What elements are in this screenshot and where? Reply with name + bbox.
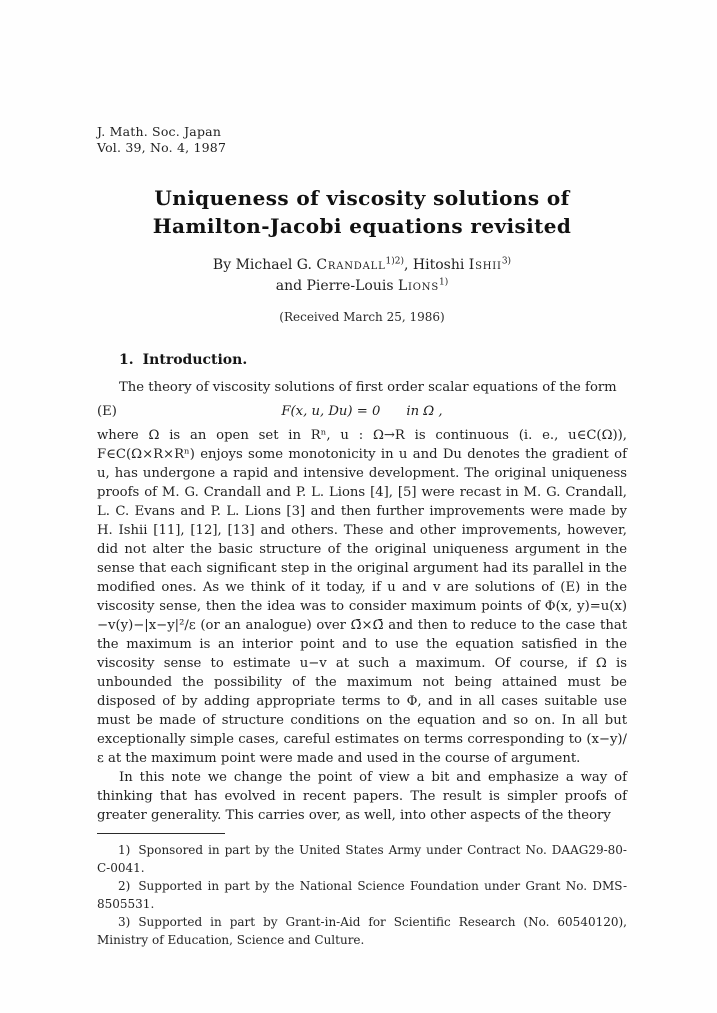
received-date: (Received March 25, 1986)	[279, 310, 445, 324]
author-name-lions: Lions	[397, 278, 439, 294]
title-line-1: Uniqueness of viscosity solutions of	[154, 186, 570, 210]
page-content	[97, 0, 627, 949]
author-footnote-marker: 3)	[501, 256, 512, 267]
footnote-2	[97, 877, 627, 913]
journal-header	[97, 124, 627, 156]
section-title: Introduction.	[142, 352, 248, 368]
author-name-ishii: Ishii	[468, 257, 502, 273]
footnote-2-marker: 2)	[118, 879, 131, 893]
title-line-2: Hamilton-Jacobi equations revisited	[152, 214, 572, 238]
section-heading	[97, 352, 627, 369]
equation-label: (E)	[97, 404, 117, 419]
footnote-3-marker: 3)	[118, 915, 131, 929]
author-footnote-marker: 1)	[439, 277, 449, 288]
equation-condition: in Ω ,	[406, 404, 443, 419]
footnote-block	[97, 833, 627, 949]
authors-and-prefix: and Pierre-Louis	[275, 278, 398, 294]
authors-line-2	[97, 276, 627, 297]
paragraph-intro: The theory of viscosity solutions of first order scalar equations of the form	[119, 380, 617, 395]
paragraph-note: In this note we change the point of view a bit and emphasize a way of thinking that has evolved in recent papers. The result is simpler proofs of greater generality. This carries over, as well, into other aspects of the theory	[97, 770, 627, 823]
authors-line-1	[97, 255, 627, 276]
author-footnote-marker: 1)2)	[385, 256, 405, 267]
footnote-separator-rule	[97, 833, 225, 834]
equation-body	[97, 402, 627, 421]
equation-E	[97, 402, 627, 421]
journal-name: J. Math. Soc. Japan	[97, 124, 222, 139]
authors-by-prefix: By Michael G.	[212, 257, 317, 273]
authors-separator: , Hitoshi	[404, 257, 469, 273]
footnote-1	[97, 841, 627, 877]
footnote-3	[97, 913, 627, 949]
journal-issue: Vol. 39, No. 4, 1987	[97, 140, 227, 155]
authors-block	[97, 255, 627, 297]
paper-title	[97, 184, 627, 240]
author-name-crandall: Crandall	[316, 257, 386, 273]
footnote-3-text: Supported in part by Grant-in-Aid for Scientific Research (No. 60540120), Ministry of Education, Science and Culture.	[97, 915, 627, 947]
footnote-1-text: Sponsored in part by the United States Army under Contract No. DAAG29-80-C-0041.	[97, 843, 627, 875]
paragraph-main: where Ω is an open set in Rⁿ, u : Ω→R is continuous (i. e., u∈C(Ω)), F∈C(Ω×R×Rⁿ) enjoys some monotonicity in u and Du denotes the gradient of u, has undergone a rapid and intensive development. The original uniqueness proofs of M. G. Crandall and P. L. Lions [4], [5] were recast in M. G. Crandall, L. C. Evans and P. L. Lions [3] and then further improvements were made by H. Ishii [11], [12], [13] and others. These and other improvements, however, did not alter the basic structure of the original uniqueness argument in the sense that each significant step in the original argument had its parallel in the modified ones. As we think of it today, if u and v are solutions of (E) in the viscosity sense, then the idea was to consider maximum points of Φ(x, y)=u(x)−v(y)−|x−y|²/ε (or an analogue) over Ω̄×Ω̄ and then to reduce to the case that the maximum is an interior point and to use the equation satisfied in the viscosity sense to estimate u−v at such a maximum. Of course, if Ω is unbounded the possibility of the maximum not being attained must be disposed of by adding appropriate terms to Φ, and in all cases suitable use must be made of structure conditions on the equation and so on. In all but exceptionally simple cases, careful estimates on terms corresponding to (x−y)/ε at the maximum point were made and used in the course of argument.	[97, 428, 627, 766]
footnote-1-marker: 1)	[118, 843, 131, 857]
section-number: 1.	[119, 352, 134, 368]
equation-formula: F(x, u, Du) = 0	[281, 404, 381, 419]
footnote-2-text: Supported in part by the National Science Foundation under Grant No. DMS-8505531.	[97, 879, 627, 911]
